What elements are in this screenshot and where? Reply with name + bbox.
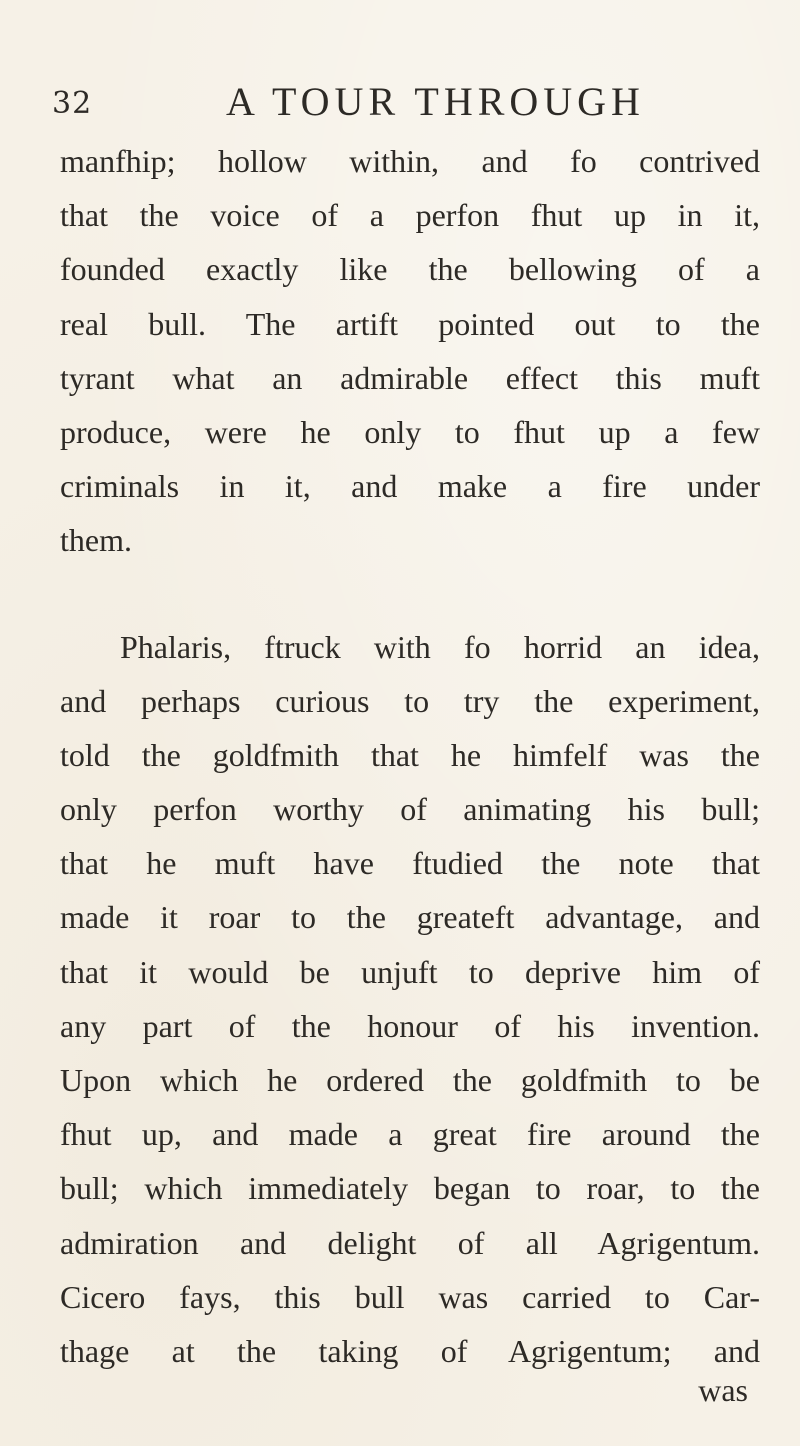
text-line: that the voice of a perfon fhut up in it, [60,197,760,234]
text-line: criminals in it, and make a fire under [60,468,760,505]
catchword: was [698,1372,748,1408]
text-line: and perhaps curious to try the experiment, [60,682,760,719]
page-number: 32 [52,86,93,121]
text-line: that it would be unjuft to deprive him of [60,953,760,990]
text-line: that he muft have ftudied the note that [60,845,760,882]
text-line: fhut up, and made a great fire around the [60,1116,760,1153]
text-line: produce, were he only to fhut up a few [60,413,760,450]
running-head: A TOUR THROUGH [226,79,645,124]
text-line: tyrant what an admirable effect this muft [60,359,760,396]
text-line: thage at the taking of Agrigentum; and [60,1332,760,1369]
text-line: founded exactly like the bellowing of a [60,251,760,288]
text-line: admiration and delight of all Agrigentum. [60,1224,760,1261]
text-line: manfhip; hollow within, and fo contrived [60,143,760,179]
paragraph-1 [60,134,760,568]
text-line: real bull. The artift pointed out to the [60,305,760,342]
text-line: them. [60,522,132,559]
text-line: told the goldfmith that he himfelf was the [60,736,760,773]
body-text [60,134,760,1378]
text-line: made it roar to the greateft advantage, and [60,899,760,936]
text-line: any part of the honour of his invention. [60,1007,760,1044]
paragraph-2 [60,620,760,1379]
page-header [0,72,800,132]
text-line: bull; which immediately began to roar, to the [60,1170,760,1207]
text-line: Upon which he ordered the goldfmith to be [60,1062,760,1098]
text-line: only perfon worthy of animating his bull; [60,791,760,828]
paragraph-gap [60,568,760,620]
text-line: Phalaris, ftruck with fo horrid an idea, [120,628,760,665]
text-line: Cicero fays, this bull was carried to Car- [60,1278,760,1315]
